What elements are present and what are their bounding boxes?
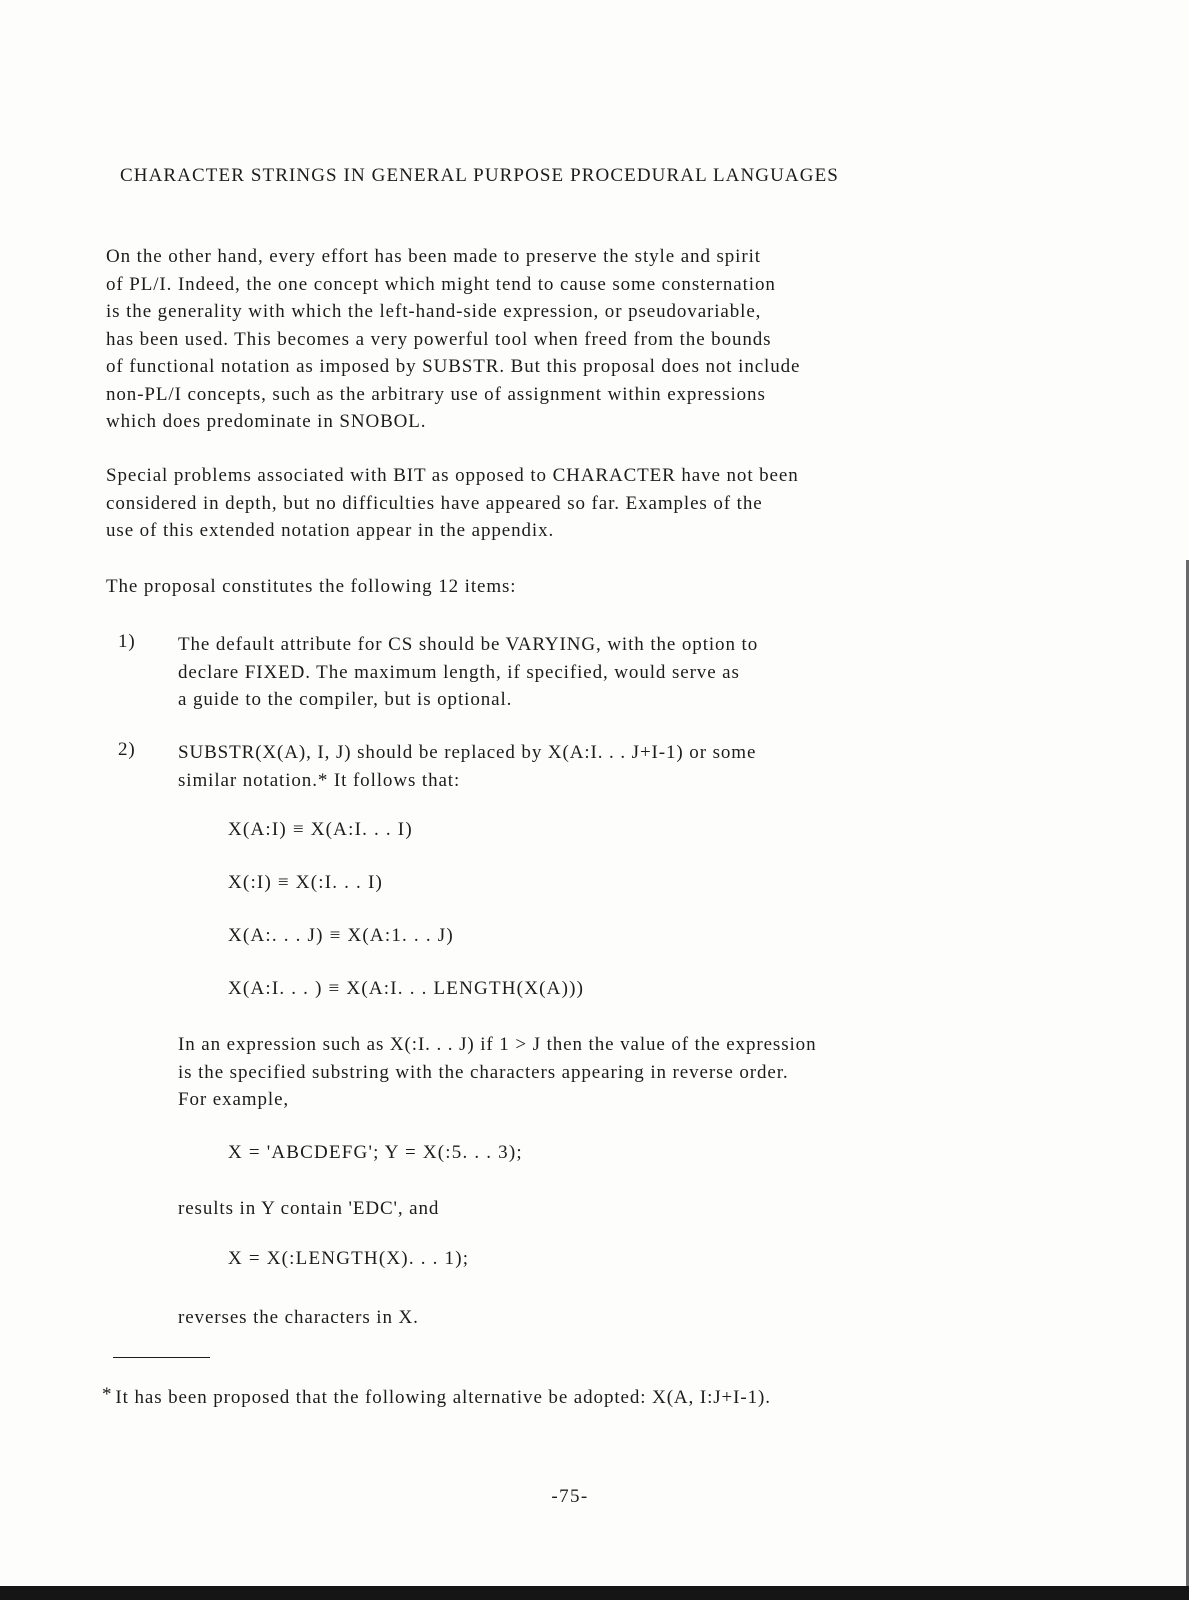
page-title: CHARACTER STRINGS IN GENERAL PURPOSE PROCEDURAL LANGUAGES	[120, 165, 839, 186]
text-line: has been used. This becomes a very powerful tool when freed from the bounds	[106, 328, 772, 350]
text-line: Special problems associated with BIT as opposed to CHARACTER have not been	[106, 465, 799, 486]
text-line: The default attribute for CS should be VARYING, with the option to	[178, 634, 759, 655]
text-line: is the generality with which the left-hand-side expression, or pseudovariable,	[106, 301, 762, 322]
text-line: considered in depth, but no difficulties have appeared so far. Examples of the	[106, 492, 763, 514]
page-number: -75-	[551, 1486, 589, 1507]
formula-equivalence: X(A:I) ≡ X(A:I. . . I)	[228, 819, 413, 840]
text-line: a guide to the compiler, but is optional.	[178, 689, 513, 710]
item-body	[178, 631, 1078, 714]
text-line: which does predominate in SNOBOL.	[106, 411, 427, 432]
text-line: The proposal constitutes the following 12 items:	[106, 576, 517, 597]
item-body	[178, 739, 1078, 794]
paragraph-style-and-spirit	[106, 243, 1086, 436]
text-line: similar notation.* It follows that:	[178, 769, 461, 791]
footnote-divider	[113, 1357, 210, 1358]
text-line: use of this extended notation appear in the appendix.	[106, 520, 555, 541]
text-line: For example,	[178, 1089, 290, 1110]
text-line: of PL/I. Indeed, the one concept which might tend to cause some consternation	[106, 273, 776, 295]
footnote	[102, 1384, 771, 1409]
example-1-result: results in Y contain 'EDC', and	[178, 1198, 440, 1219]
text-line: of functional notation as imposed by SUBSTR. But this proposal does not include	[106, 356, 801, 377]
text-line: In an expression such as X(:I. . . J) if 1 > J then the value of the expression	[178, 1034, 817, 1055]
text-line: is the specified substring with the characters appearing in reverse order.	[178, 1061, 789, 1083]
text-line: declare FIXED. The maximum length, if specified, would serve as	[178, 661, 740, 683]
paragraph-bit-problems	[106, 462, 1086, 545]
formula-equivalence: X(A:. . . J) ≡ X(A:1. . . J)	[228, 925, 454, 946]
footnote-text: It has been proposed that the following alternative be adopted: X(A, I:J+I-1).	[115, 1387, 771, 1408]
item-number: 1)	[118, 631, 136, 652]
example-2-result: reverses the characters in X.	[178, 1307, 419, 1328]
paragraph-proposal-intro	[106, 573, 1086, 601]
text-line: non-PL/I concepts, such as the arbitrary use of assignment within expressions	[106, 383, 766, 405]
paragraph-reverse-order	[178, 1031, 1078, 1114]
scan-edge-bottom	[0, 1586, 1189, 1600]
item-number: 2)	[118, 739, 136, 760]
text-line: On the other hand, every effort has been made to preserve the style and spirit	[106, 246, 761, 267]
text-line: SUBSTR(X(A), I, J) should be replaced by X(A:I. . . J+I-1) or some	[178, 742, 757, 763]
formula-equivalence: X(:I) ≡ X(:I. . . I)	[228, 872, 384, 893]
footnote-marker: *	[102, 1384, 113, 1405]
formula-equivalence: X(A:I. . . ) ≡ X(A:I. . . LENGTH(X(A)))	[228, 978, 585, 999]
code-example-1: X = 'ABCDEFG'; Y = X(:5. . . 3);	[228, 1142, 523, 1163]
code-example-2: X = X(:LENGTH(X). . . 1);	[228, 1248, 470, 1269]
